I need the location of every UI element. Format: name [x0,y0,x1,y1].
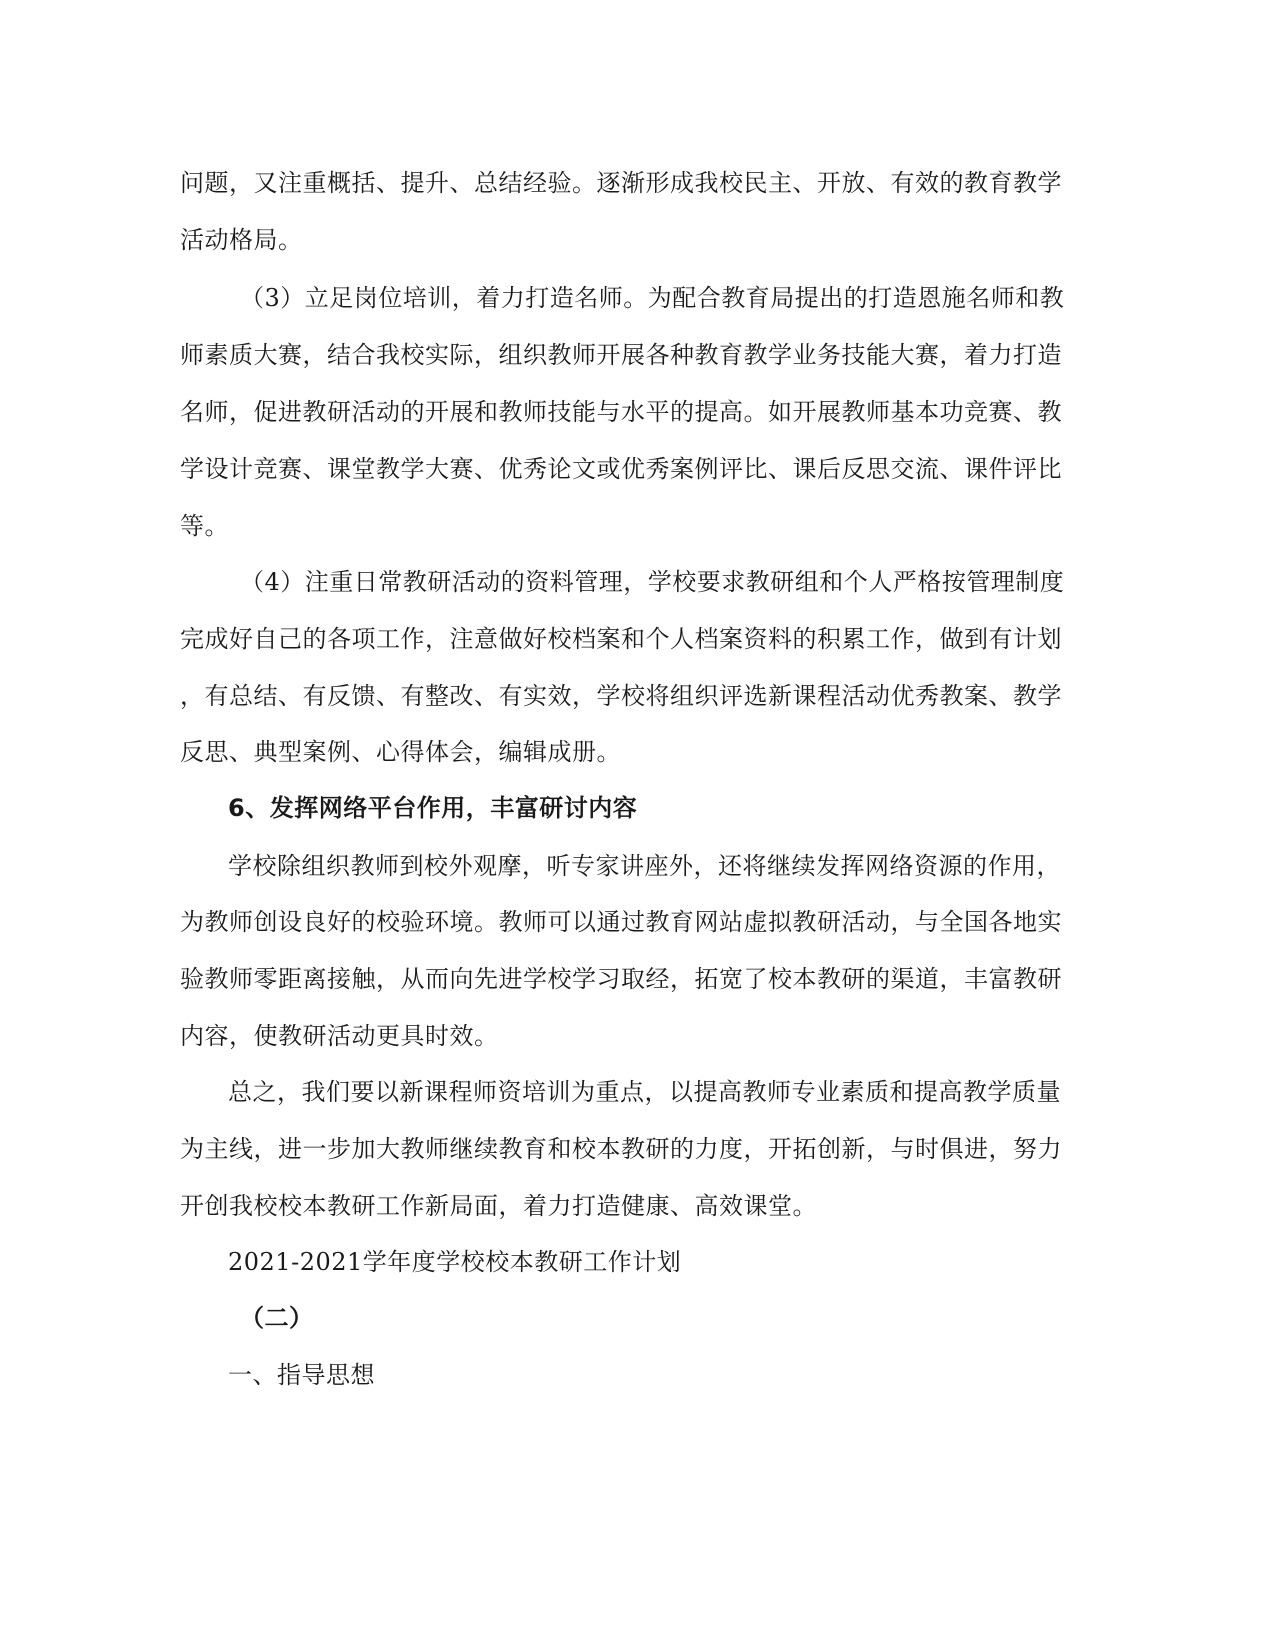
text-line: 名师，促进教研活动的开展和教师技能与水平的提高。如开展教师基本功竞赛、教 [180,398,1062,426]
text-line: （4）注重日常教研活动的资料管理，学校要求教研组和个人严格按管理制度 [240,568,1065,596]
text-line: 完成好自己的各项工作，注意做好校档案和个人档案资料的积累工作，做到有计划 [180,625,1062,653]
text-line: 反思、典型案例、心得体会，编辑成册。 [180,738,621,766]
document-title: 2021-2021学年度学校校本教研工作计划 [228,1248,682,1276]
section-heading: 一、指导思想 [228,1361,375,1389]
text-line: 总之，我们要以新课程师资培训为重点，以提高教师专业素质和提高教学质量 [228,1078,1061,1106]
text-line: 开创我校校本教研工作新局面，着力打造健康、高效课堂。 [180,1192,817,1220]
text-line: 为教师创设良好的校验环境。教师可以通过教育网站虚拟教研活动，与全国各地实 [180,908,1062,936]
text-line: 验教师零距离接触，从而向先进学校学习取经，拓宽了校本教研的渠道，丰富教研 [180,965,1062,993]
text-line: ，有总结、有反馈、有整改、有实效，学校将组织评选新课程活动优秀教案、教学 [180,682,1062,710]
section-heading: 6、发挥网络平台作用，丰富研讨内容 [228,794,638,822]
section-number: （二） [240,1304,314,1332]
text-line: 等。 [180,512,229,540]
text-line: （3）立足岗位培训，着力打造名师。为配合教育局提出的打造恩施名师和教 [240,284,1065,312]
text-line: 活动格局。 [180,226,303,254]
text-line: 内容，使教研活动更具时效。 [180,1022,499,1050]
text-line: 师素质大赛，结合我校实际，组织教师开展各种教育教学业务技能大赛，着力打造 [180,341,1062,369]
text-line: 学校除组织教师到校外观摩，听专家讲座外，还将继续发挥网络资源的作用， [228,852,1061,880]
text-line: 问题，又注重概括、提升、总结经验。逐渐形成我校民主、开放、有效的教育教学 [180,169,1062,197]
text-line: 为主线，进一步加大教师继续教育和校本教研的力度，开拓创新，与时俱进，努力 [180,1135,1062,1163]
text-line: 学设计竞赛、课堂教学大赛、优秀论文或优秀案例评比、课后反思交流、课件评比 [180,455,1062,483]
